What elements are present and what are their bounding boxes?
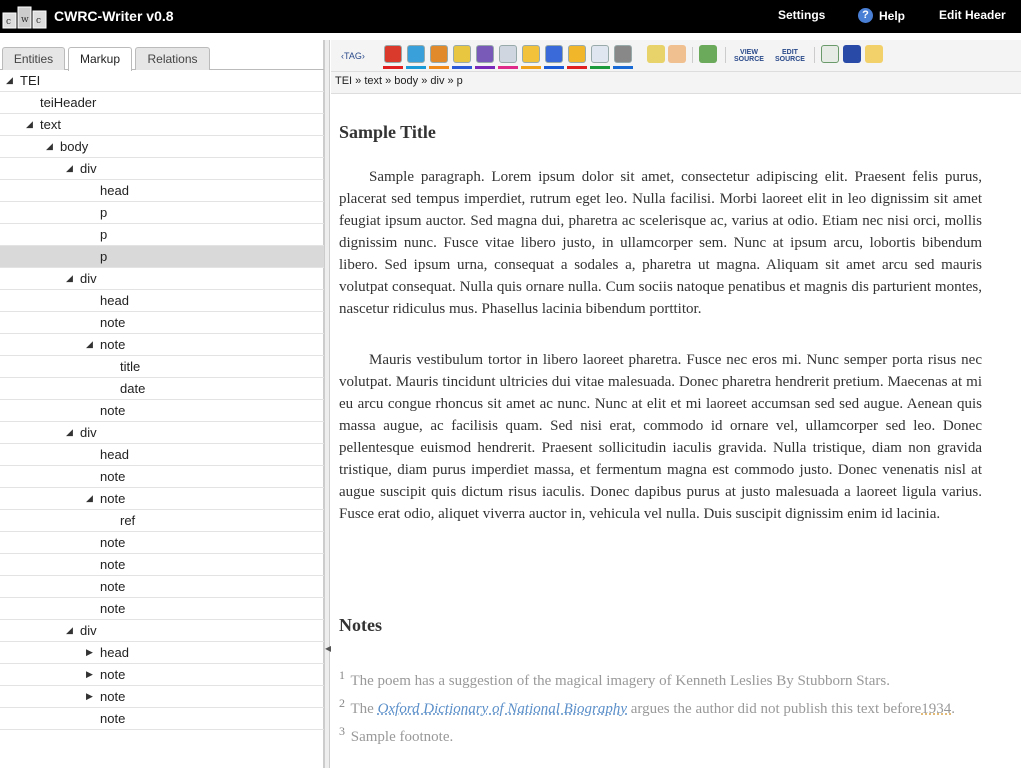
tree-node-note[interactable] (0, 576, 324, 598)
keyword-icon[interactable] (591, 45, 609, 63)
markup-tree (0, 70, 324, 730)
tree-node-label: div (80, 623, 97, 638)
entity-color-underline (406, 66, 426, 69)
toolbar-separator (692, 47, 693, 63)
note-link[interactable]: Oxford Dictionary of National Biography (377, 701, 627, 717)
tree-node-label: date (120, 381, 146, 396)
tag-button[interactable]: ‹TAG› (341, 51, 365, 61)
app-title: CWRC-Writer v0.8 (54, 8, 174, 24)
tree-node-label: note (100, 491, 126, 506)
tree-node-div[interactable] (0, 158, 324, 180)
tree-node-label: note (100, 579, 126, 594)
tree-node-text[interactable] (0, 114, 324, 136)
open-folder-icon[interactable] (865, 45, 883, 63)
tree-node-note[interactable] (0, 598, 324, 620)
place-icon[interactable] (407, 45, 425, 63)
tree-node-label: note (100, 689, 126, 704)
tree-node-label: TEI (20, 73, 41, 88)
tree-node-label: text (40, 117, 61, 132)
note-number: 3 (339, 724, 345, 738)
validate-icon[interactable] (821, 45, 839, 63)
correction-icon[interactable] (568, 45, 586, 63)
tree-node-label: note (100, 601, 126, 616)
entity-color-underline (383, 66, 403, 69)
tree-node-label: note (100, 403, 126, 418)
expanded-triangle-icon[interactable]: ◢ (26, 119, 33, 129)
svg-text:c: c (6, 17, 12, 27)
note-icon[interactable] (522, 45, 540, 63)
expanded-triangle-icon[interactable]: ◢ (46, 141, 53, 151)
expanded-triangle-icon[interactable]: ◢ (66, 625, 73, 635)
tree-node-body[interactable] (0, 136, 324, 158)
entity-color-underline (475, 66, 495, 69)
tree-node-label: note (100, 535, 126, 550)
tree-node-div[interactable] (0, 620, 324, 642)
tree-node-head[interactable] (0, 642, 324, 664)
collapse-arrow-icon[interactable]: ◀ (325, 644, 332, 653)
tree-node-note[interactable] (0, 400, 324, 422)
tree-node-label: title (120, 359, 141, 374)
link-icon[interactable] (614, 45, 632, 63)
tree-node-label: note (100, 315, 126, 330)
entity-color-underline (590, 66, 610, 69)
help-icon: ? (858, 8, 873, 23)
tree-node-note[interactable] (0, 686, 324, 708)
note-item[interactable] (339, 721, 453, 747)
citation-icon[interactable] (499, 45, 517, 63)
tree-node-label: note (100, 337, 126, 352)
save-icon[interactable] (843, 45, 861, 63)
edit-source-button[interactable] (773, 49, 807, 63)
note-text: . (951, 701, 956, 717)
tree-node-label: div (80, 161, 97, 176)
expanded-triangle-icon[interactable]: ◢ (86, 493, 93, 503)
tree-node-label: note (100, 667, 126, 682)
svg-text:w: w (21, 15, 29, 25)
panel-tabs (0, 44, 324, 70)
note-number: 1 (339, 668, 345, 682)
tree-node-label: note (100, 557, 126, 572)
tree-node-p[interactable] (0, 224, 324, 246)
tree-node-note[interactable] (0, 532, 324, 554)
notes-heading: Notes (339, 615, 382, 635)
breadcrumb: TEI » text » body » div » p (331, 72, 1021, 94)
paragraph[interactable]: Mauris vestibulum tortor in libero laoreet pharetra. Fusce nec eros mi. Nunc semper porta risus nec volutpat. Mauris tincidunt ultricies dui vitae malesuada. Donec pharetra hendrerit pretium. Maecenas at mi eu arcu congue rhoncus sit amet ac nunc. Nunc at elit et mi laoreet accumsan sed sed augue. Aenean quis massa augue, ac facilisis quam. Sed nisi erat, commodo id ornare vel, ullamcorper sed leo. Donec pellentesque euismod hendrerit. Praesent sollicitudin iaculis gravida. Nulla tristique, diam non gravida tristique, diam purus imperdiet massa, et fermentum magna est commodo justo. Donec venenatis nisl at augue suscipit quis dictum risus iaculis. Donec dapibus purus at justo malesuada a laoreet ligula varius. Fusce erat odio, aliquet viverra auctor in, vehicula vel nulla. Duis suscipit dignissim enim id lacinia. (339, 352, 982, 522)
tab-markup[interactable]: Markup (68, 47, 132, 71)
expanded-triangle-icon[interactable]: ◢ (66, 427, 73, 437)
toolbar-separator (725, 47, 726, 63)
expanded-triangle-icon[interactable]: ◢ (66, 163, 73, 173)
tree-node-label: note (100, 711, 126, 726)
note-item[interactable] (339, 693, 955, 719)
tree-node-head[interactable] (0, 290, 324, 312)
book-icon[interactable] (545, 45, 563, 63)
tree-node-teiheader[interactable] (0, 92, 324, 114)
view-source-button[interactable] (733, 49, 765, 63)
entity-color-underline (429, 66, 449, 69)
entity-color-underline (521, 66, 541, 69)
person-icon[interactable] (384, 45, 402, 63)
note-item[interactable] (339, 665, 890, 691)
tree-node-label: teiHeader (40, 95, 97, 110)
note-text: argues the author did not publish this text before (630, 701, 922, 717)
note-number: 2 (339, 696, 345, 710)
left-panel (0, 40, 324, 768)
add-tag-icon[interactable] (647, 45, 665, 63)
tab-entities[interactable]: Entities (2, 47, 65, 70)
tree-node-note[interactable] (0, 708, 324, 730)
tree-node-label: p (100, 205, 108, 220)
edit-source-label: EDIT (782, 49, 798, 56)
edit-header-link[interactable]: Edit Header (939, 8, 1006, 22)
tree-node-note[interactable] (0, 488, 324, 510)
toolbar-separator (814, 47, 815, 63)
collapsed-triangle-icon[interactable]: ▶ (86, 647, 93, 657)
tree-node-label: body (60, 139, 89, 154)
remove-tag-icon[interactable] (668, 45, 686, 63)
tree-node-label: p (100, 249, 108, 264)
cwrc-logo-icon (2, 3, 48, 30)
expanded-triangle-icon[interactable]: ◢ (66, 273, 73, 283)
tree-node-head[interactable] (0, 444, 324, 466)
document-title[interactable]: Sample Title (339, 122, 436, 142)
tree-node-div[interactable] (0, 422, 324, 444)
tree-node-head[interactable] (0, 180, 324, 202)
tree-node-note[interactable] (0, 554, 324, 576)
date-icon[interactable] (430, 45, 448, 63)
settings-link[interactable]: Settings (778, 8, 826, 22)
tree-node-label: head (100, 645, 129, 660)
tree-node-p[interactable] (0, 246, 324, 268)
tree-node-label: head (100, 447, 129, 462)
tree-node-div[interactable] (0, 268, 324, 290)
tree-node-label: div (80, 425, 97, 440)
tree-node-label: div (80, 271, 97, 286)
view-source-label-2: SOURCE (734, 56, 764, 63)
tree-node-note[interactable] (0, 312, 324, 334)
help-link[interactable] (858, 8, 905, 23)
tree-node-label: note (100, 469, 126, 484)
tree-node-note[interactable] (0, 334, 324, 356)
note-text: The poem has a suggestion of the magical imagery of Kenneth Leslies By Stubborn Stars. (350, 673, 890, 689)
note-year: 1934 (921, 701, 952, 717)
tab-relations[interactable]: Relations (135, 47, 210, 70)
expanded-triangle-icon[interactable]: ◢ (86, 339, 93, 349)
panel-splitter[interactable] (324, 40, 330, 768)
tree-node-label: head (100, 183, 129, 198)
collapsed-triangle-icon[interactable]: ▶ (86, 669, 93, 679)
help-label: Help (879, 8, 906, 23)
tree-node-label: p (100, 227, 108, 242)
tree-node-note[interactable] (0, 466, 324, 488)
structure-icon[interactable] (699, 45, 717, 63)
event-icon[interactable] (453, 45, 471, 63)
tree-node-ref[interactable] (0, 510, 324, 532)
note-text: Sample footnote. (350, 729, 454, 745)
svg-text:c: c (36, 16, 42, 26)
org-icon[interactable] (476, 45, 494, 63)
entity-color-underline (567, 66, 587, 69)
note-text: The (350, 701, 378, 717)
entity-color-underline (613, 66, 633, 69)
app-header (0, 0, 1021, 33)
entity-color-underline (452, 66, 472, 69)
collapsed-triangle-icon[interactable]: ▶ (86, 691, 93, 701)
tree-node-label: ref (120, 513, 136, 528)
entity-color-underline (498, 66, 518, 69)
tree-node-note[interactable] (0, 664, 324, 686)
view-source-label: VIEW (740, 49, 758, 56)
entity-color-underline (544, 66, 564, 69)
edit-source-label-2: SOURCE (775, 56, 805, 63)
tree-node-label: head (100, 293, 129, 308)
tree-node-p[interactable] (0, 202, 324, 224)
tree-node-date[interactable] (0, 378, 324, 400)
expanded-triangle-icon[interactable]: ◢ (6, 75, 13, 85)
tree-node-tei[interactable] (0, 70, 324, 92)
tree-node-title[interactable] (0, 356, 324, 378)
document-editor[interactable] (331, 95, 1021, 768)
editor-toolbar (331, 40, 1021, 72)
paragraph[interactable]: Sample paragraph. Lorem ipsum dolor sit amet, consectetur adipiscing elit. Praesent felis purus, placerat sed tempus imperdiet, rutrum eget leo. Nulla facilisi. Morbi laoreet elit in leo dignissim sit amet feugiat ipsum auctor. Sed magna dui, pharetra ac scelerisque ac, varius at odio. Etiam nec nisi orci, mollis dignissim nunc. Fusce vitae libero justo, in ullamcorper sem. Nunc at ipsum arcu, lobortis bibendum libero. Sed ipsum urna, consequat a sodales a, pharetra ut magna. Aliquam sit amet arcu sed mauris volutpat consequat. Nulla quis ornare nulla. Cum sociis natoque penatibus et magnis dis parturient montes, nascetur ridiculus mus. Phasellus lacinia bibendum porttitor. (339, 169, 982, 317)
